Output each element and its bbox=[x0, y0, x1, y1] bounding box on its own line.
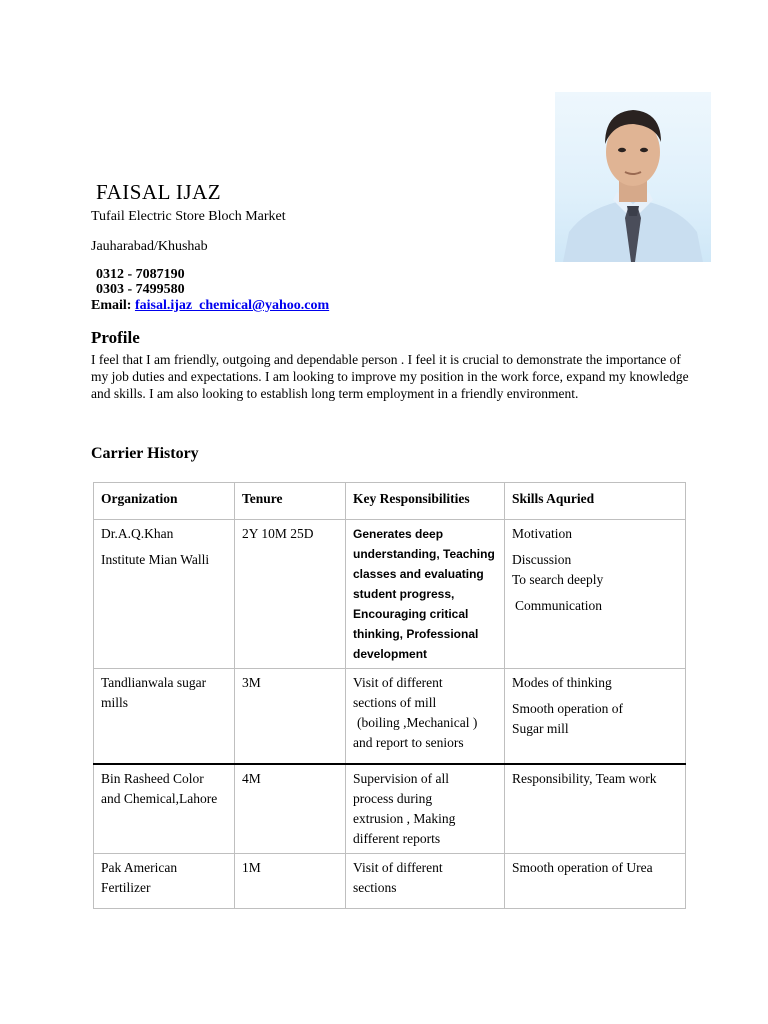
resp-line: sections of mill bbox=[353, 695, 437, 710]
skill-line: Motivation bbox=[512, 526, 572, 541]
table-row bbox=[94, 854, 686, 909]
cell-responsibilities bbox=[346, 520, 505, 669]
skill-line: Modes of thinking bbox=[512, 675, 612, 690]
profile-text: I feel that I am friendly, outgoing and dependable person . I feel it is crucial to demonstrate the importance of my job duties and expectations. I am looking to improve my position in the work force, expand my knowledge and skills. I am also looking to establish long term employment in a friendly environment. bbox=[91, 352, 689, 401]
resp-line: Supervision of all bbox=[353, 771, 449, 786]
phone-1: 0312 - 7087190 bbox=[96, 267, 185, 282]
resp-line: development bbox=[353, 647, 428, 661]
cell-organization bbox=[94, 764, 235, 854]
profile-photo-illustration bbox=[555, 92, 711, 262]
resp-line: thinking, Professional bbox=[353, 627, 479, 641]
resp-line: Visit of different bbox=[353, 860, 443, 875]
address-line-2: Jauharabad/Khushab bbox=[91, 239, 208, 254]
skill-line: To search deeply bbox=[512, 572, 604, 587]
cell-tenure: 3M bbox=[235, 669, 346, 765]
table-row bbox=[94, 669, 686, 765]
resp-line: process during bbox=[353, 791, 433, 806]
skill-line: Smooth operation of Urea bbox=[512, 860, 653, 875]
resp-line: student progress, bbox=[353, 587, 455, 601]
column-header-tenure: Tenure bbox=[235, 483, 346, 520]
address-line-1: Tufail Electric Store Bloch Market bbox=[91, 209, 286, 224]
skill-line: Responsibility, Team work bbox=[512, 771, 657, 786]
profile-heading: Profile bbox=[91, 328, 140, 347]
resp-line: Generates deep bbox=[353, 527, 444, 541]
column-header-organization: Organization bbox=[94, 483, 235, 520]
skill-line: Sugar mill bbox=[512, 721, 569, 736]
cell-skills bbox=[505, 520, 686, 669]
email-link[interactable]: faisal.ijaz_chemical@yahoo.com bbox=[134, 298, 330, 313]
cell-organization bbox=[94, 669, 235, 765]
org-line: Dr.A.Q.Khan bbox=[101, 526, 174, 541]
resp-line: (boiling ,Mechanical ) bbox=[357, 715, 478, 730]
column-header-responsibilities: Key Responsibilities bbox=[346, 483, 505, 520]
cell-responsibilities bbox=[346, 669, 505, 765]
resp-line: sections bbox=[353, 880, 397, 895]
phone-2: 0303 - 7499580 bbox=[96, 282, 185, 297]
org-line: Tandlianwala sugar bbox=[101, 675, 207, 690]
org-line: Bin Rasheed Color bbox=[101, 771, 204, 786]
cell-tenure: 4M bbox=[235, 764, 346, 854]
column-header-skills: Skills Aquried bbox=[505, 483, 686, 520]
profile-photo bbox=[555, 92, 711, 262]
career-history-table bbox=[93, 482, 686, 909]
org-line: and Chemical,Lahore bbox=[101, 791, 218, 806]
cell-skills bbox=[505, 669, 686, 765]
org-line: Institute Mian Walli bbox=[101, 552, 210, 567]
table-header-row bbox=[94, 483, 686, 520]
resp-line: Visit of different bbox=[353, 675, 443, 690]
org-line: Pak American bbox=[101, 860, 178, 875]
cell-organization bbox=[94, 520, 235, 669]
email-row bbox=[91, 298, 329, 314]
career-heading: Carrier History bbox=[91, 445, 199, 462]
cell-responsibilities bbox=[346, 854, 505, 909]
table-row bbox=[94, 520, 686, 669]
org-line: Fertilizer bbox=[101, 880, 151, 895]
org-line: mills bbox=[101, 695, 129, 710]
cell-organization bbox=[94, 854, 235, 909]
cell-tenure: 2Y 10M 25D bbox=[235, 520, 346, 669]
skill-line: Communication bbox=[515, 598, 602, 613]
skill-line: Discussion bbox=[512, 552, 572, 567]
resp-line: classes and evaluating bbox=[353, 567, 484, 581]
resp-line: different reports bbox=[353, 831, 441, 846]
candidate-name: FAISAL IJAZ bbox=[96, 180, 222, 204]
cell-responsibilities bbox=[346, 764, 505, 854]
email-label: Email: bbox=[91, 298, 132, 313]
cell-skills bbox=[505, 764, 686, 854]
cell-tenure: 1M bbox=[235, 854, 346, 909]
table-row bbox=[94, 764, 686, 854]
cell-skills bbox=[505, 854, 686, 909]
skill-line: Smooth operation of bbox=[512, 701, 623, 716]
resp-line: Encouraging critical bbox=[353, 607, 469, 621]
resp-line: extrusion , Making bbox=[353, 811, 456, 826]
resp-line: and report to seniors bbox=[353, 735, 464, 750]
resp-line: understanding, Teaching bbox=[353, 547, 495, 561]
